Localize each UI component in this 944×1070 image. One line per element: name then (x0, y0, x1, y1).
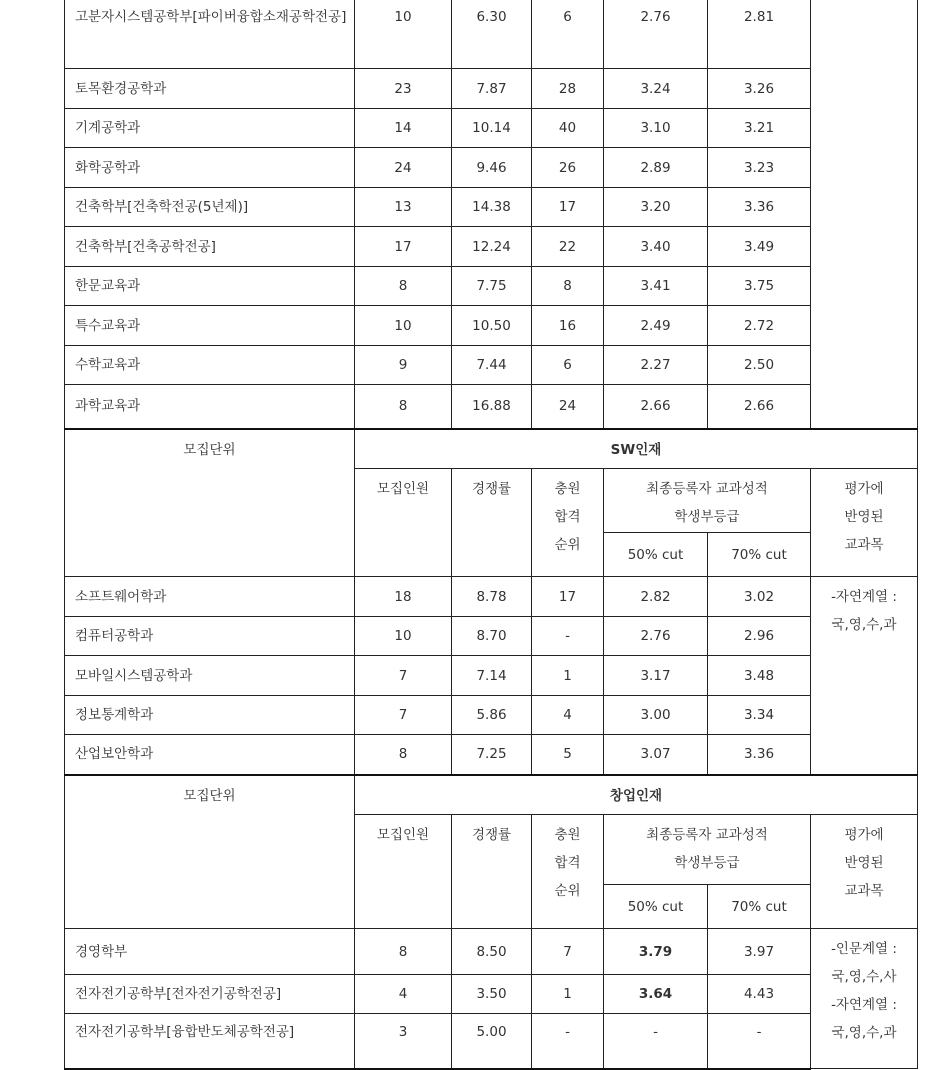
cut50-cell: 2.89 (604, 148, 708, 188)
rank-cell: 24 (532, 385, 604, 429)
table-row (65, 148, 918, 188)
table-row (65, 929, 918, 975)
rank-cell: 1 (532, 975, 604, 1014)
rank-cell: 6 (532, 346, 604, 385)
unit-name-cell: 화학공학과 (65, 148, 355, 188)
cut70-cell: 3.34 (708, 696, 811, 735)
count-cell: 23 (355, 69, 452, 109)
cut50-cell: 3.10 (604, 109, 708, 148)
unit-name-cell: 컴퓨터공학과 (65, 617, 355, 656)
count-cell: 14 (355, 109, 452, 148)
rank-cell: 4 (532, 696, 604, 735)
rank-cell: 1 (532, 656, 604, 696)
cut50-cell: 2.76 (604, 617, 708, 656)
table-row (65, 109, 918, 148)
count-cell: 17 (355, 227, 452, 267)
subjects-header: 평가에 반영된 교과목 (811, 815, 918, 929)
rate-cell: 6.30 (452, 0, 532, 69)
table-row (65, 385, 918, 429)
count-cell: 8 (355, 929, 452, 975)
cut50-cell: 3.79 (604, 929, 708, 975)
count-cell: 10 (355, 617, 452, 656)
unit-name-cell: 건축학부[건축학전공(5년제)] (65, 188, 355, 227)
cut70-cell: 3.36 (708, 188, 811, 227)
rate-cell: 10.14 (452, 109, 532, 148)
cut50-header: 50% cut (604, 885, 708, 929)
cut70-cell: 3.36 (708, 735, 811, 775)
cut50-cell: 3.17 (604, 656, 708, 696)
cut50-cell: 3.00 (604, 696, 708, 735)
rank-cell: 22 (532, 227, 604, 267)
unit-name-cell: 토목환경공학과 (65, 69, 355, 109)
unit-name-cell: 고분자시스템공학부[파이버융합소재공학전공] (65, 0, 355, 69)
cut50-cell: 3.24 (604, 69, 708, 109)
rank-cell: 28 (532, 69, 604, 109)
rank-header: 충원 합격 순위 (532, 815, 604, 929)
rate-cell: 7.25 (452, 735, 532, 775)
count-cell: 13 (355, 188, 452, 227)
unit-name-cell: 정보통계학과 (65, 696, 355, 735)
admission-results-table (64, 0, 918, 1070)
cut70-header: 70% cut (708, 533, 811, 577)
rate-cell: 7.75 (452, 267, 532, 306)
count-cell: 10 (355, 0, 452, 69)
cut70-header: 70% cut (708, 885, 811, 929)
rank-cell: 40 (532, 109, 604, 148)
rate-cell: 12.24 (452, 227, 532, 267)
rank-header: 충원 합격 순위 (532, 469, 604, 577)
count-cell: 7 (355, 656, 452, 696)
cut50-cell: 2.76 (604, 0, 708, 69)
cut50-cell: 2.82 (604, 577, 708, 617)
unit-name-cell: 모바일시스템공학과 (65, 656, 355, 696)
table-row (65, 346, 918, 385)
rate-cell: 9.46 (452, 148, 532, 188)
rank-cell: 7 (532, 929, 604, 975)
rate-cell: 7.14 (452, 656, 532, 696)
cut50-cell: 3.40 (604, 227, 708, 267)
count-cell: 9 (355, 346, 452, 385)
count-cell: 18 (355, 577, 452, 617)
cut70-cell: - (708, 1014, 811, 1069)
table-row (65, 617, 918, 656)
count-header: 모집인원 (355, 815, 452, 929)
count-cell: 3 (355, 1014, 452, 1069)
cut70-cell: 3.49 (708, 227, 811, 267)
rate-cell: 5.00 (452, 1014, 532, 1069)
table-row (65, 1014, 918, 1069)
cut70-cell: 2.50 (708, 346, 811, 385)
count-cell: 24 (355, 148, 452, 188)
rate-header: 경쟁률 (452, 469, 532, 577)
unit-header: 모집단위 (65, 775, 355, 929)
table-row (65, 975, 918, 1014)
table-row (65, 267, 918, 306)
cut70-cell: 4.43 (708, 975, 811, 1014)
rate-cell: 5.86 (452, 696, 532, 735)
unit-name-cell: 기계공학과 (65, 109, 355, 148)
count-cell: 8 (355, 735, 452, 775)
cut70-cell: 3.23 (708, 148, 811, 188)
section-title: 창업인재 (355, 775, 918, 815)
count-cell: 4 (355, 975, 452, 1014)
rate-cell: 14.38 (452, 188, 532, 227)
cut70-cell: 2.96 (708, 617, 811, 656)
empty-subjects-cell (811, 0, 918, 429)
subjects-cell: -인문계열 : 국,영,수,사 -자연계열 : 국,영,수,과 (811, 929, 918, 1069)
rank-cell: 17 (532, 188, 604, 227)
rate-cell: 10.50 (452, 306, 532, 346)
unit-name-cell: 전자전기공학부[전자전기공학전공] (65, 975, 355, 1014)
rank-cell: 26 (532, 148, 604, 188)
cut70-cell: 2.81 (708, 0, 811, 69)
section-title: SW인재 (355, 429, 918, 469)
cut50-cell: 3.41 (604, 267, 708, 306)
table-row (65, 696, 918, 735)
table-row (65, 227, 918, 267)
table-row (65, 69, 918, 109)
cut70-cell: 3.02 (708, 577, 811, 617)
grade-header: 최종등록자 교과성적 학생부등급 (604, 469, 811, 533)
unit-name-cell: 소프트웨어학과 (65, 577, 355, 617)
table-row (65, 0, 918, 69)
rank-cell: - (532, 1014, 604, 1069)
cut70-cell: 3.21 (708, 109, 811, 148)
cut70-cell: 3.75 (708, 267, 811, 306)
rank-cell: 16 (532, 306, 604, 346)
table-row (65, 188, 918, 227)
grade-header: 최종등록자 교과성적 학생부등급 (604, 815, 811, 885)
rank-cell: - (532, 617, 604, 656)
count-header: 모집인원 (355, 469, 452, 577)
cut70-cell: 3.97 (708, 929, 811, 975)
unit-name-cell: 한문교육과 (65, 267, 355, 306)
count-cell: 8 (355, 267, 452, 306)
cut70-cell: 2.66 (708, 385, 811, 429)
rank-cell: 17 (532, 577, 604, 617)
rate-cell: 7.44 (452, 346, 532, 385)
unit-name-cell: 건축학부[건축공학전공] (65, 227, 355, 267)
cut50-cell: 2.49 (604, 306, 708, 346)
cut50-cell: 3.07 (604, 735, 708, 775)
cut70-cell: 3.48 (708, 656, 811, 696)
subjects-cell: -자연계열 : 국,영,수,과 (811, 577, 918, 775)
unit-name-cell: 전자전기공학부[융합반도체공학전공] (65, 1014, 355, 1069)
count-cell: 7 (355, 696, 452, 735)
unit-name-cell: 경영학부 (65, 929, 355, 975)
unit-name-cell: 산업보안학과 (65, 735, 355, 775)
rate-cell: 8.70 (452, 617, 532, 656)
table-row (65, 306, 918, 346)
unit-name-cell: 특수교육과 (65, 306, 355, 346)
rate-cell: 8.78 (452, 577, 532, 617)
cut50-cell: - (604, 1014, 708, 1069)
unit-header: 모집단위 (65, 429, 355, 577)
cut50-cell: 3.20 (604, 188, 708, 227)
rate-cell: 16.88 (452, 385, 532, 429)
rate-cell: 7.87 (452, 69, 532, 109)
table-row (65, 656, 918, 696)
cut50-cell: 2.66 (604, 385, 708, 429)
rank-cell: 8 (532, 267, 604, 306)
rate-cell: 3.50 (452, 975, 532, 1014)
cut70-cell: 3.26 (708, 69, 811, 109)
unit-name-cell: 과학교육과 (65, 385, 355, 429)
rate-cell: 8.50 (452, 929, 532, 975)
rank-cell: 5 (532, 735, 604, 775)
cut50-cell: 2.27 (604, 346, 708, 385)
subjects-header: 평가에 반영된 교과목 (811, 469, 918, 577)
table-row (65, 735, 918, 775)
cut70-cell: 2.72 (708, 306, 811, 346)
unit-name-cell: 수학교육과 (65, 346, 355, 385)
count-cell: 10 (355, 306, 452, 346)
rate-header: 경쟁률 (452, 815, 532, 929)
count-cell: 8 (355, 385, 452, 429)
cut50-header: 50% cut (604, 533, 708, 577)
rank-cell: 6 (532, 0, 604, 69)
cut50-cell: 3.64 (604, 975, 708, 1014)
table-row (65, 577, 918, 617)
